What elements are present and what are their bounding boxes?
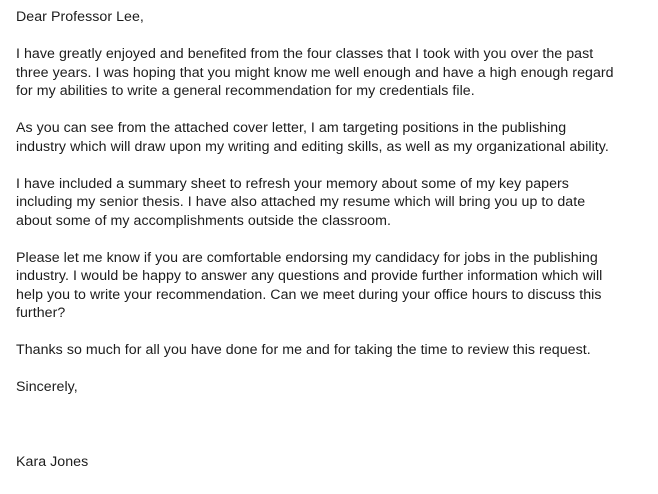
signature-name: Kara Jones: [16, 453, 89, 470]
paragraph-targeting: As you can see from the attached cover letter, I am targeting positions in the publishing industry which will draw upon my writing and editing skills, as well as my organizational ability.: [16, 120, 609, 155]
paragraph-thanks: Thanks so much for all you have done for me and for taking the time to review this request.: [16, 342, 591, 358]
paragraph-request: Please let me know if you are comfortable endorsing my candidacy for jobs in the publishing industry. I would be happy to answer any questions and provide further information which will help you to write your recommendation. Can we meet during your office hours to discuss this further?: [16, 249, 603, 321]
paragraph-summary-sheet: I have included a summary sheet to refresh your memory about some of my key papers including my senior thesis. I have also attached my resume which will bring you up to date about some of my accomplishments outside the classroom.: [16, 175, 586, 229]
paragraph-intro: I have greatly enjoyed and benefited from the four classes that I took with you over the past three years. I was hoping that you might know me well enough and have a high enough regard for my abilities to write a general recommendation for my credentials file.: [16, 46, 614, 99]
letter-body: [16, 8, 652, 471]
salutation: Dear Professor Lee,: [16, 9, 144, 25]
closing: Sincerely,: [16, 379, 78, 395]
